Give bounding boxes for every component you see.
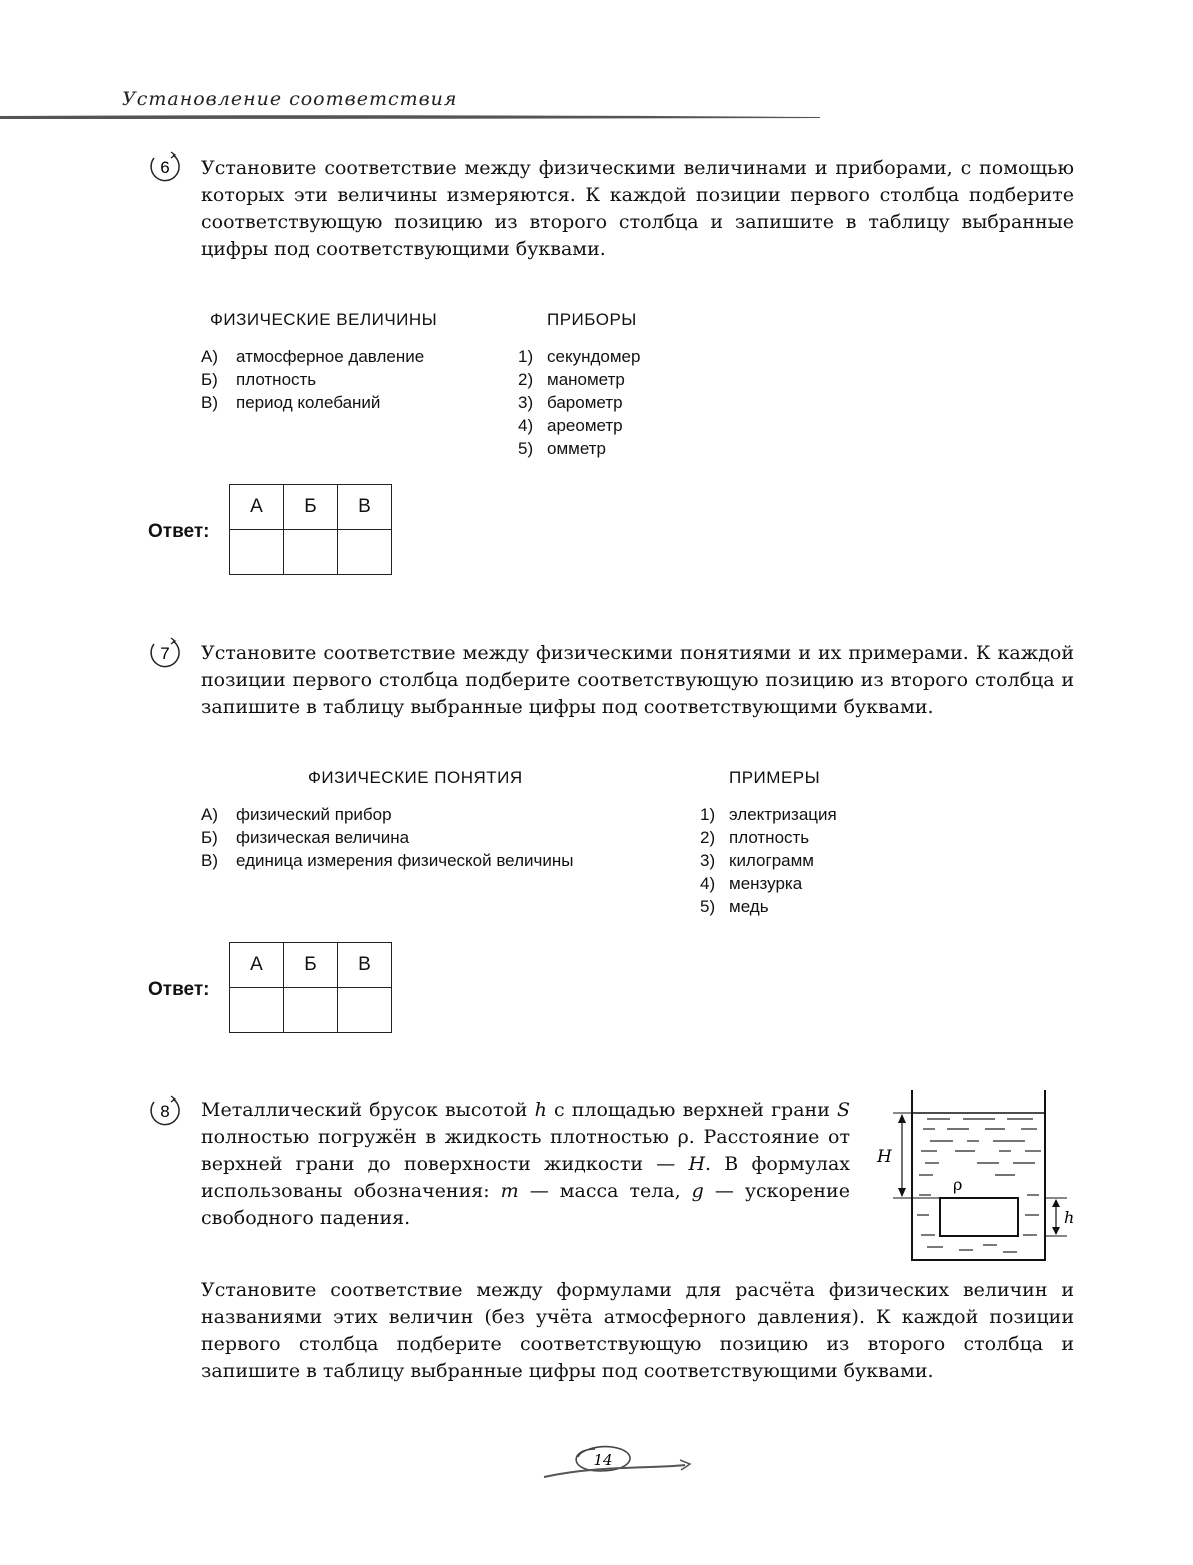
task-6-left-list [201, 345, 424, 414]
list-item: 5) медь [700, 897, 769, 916]
answer-col-header: А [230, 943, 284, 988]
answer-col-header: Б [284, 943, 338, 988]
list-item: 1) секундомер [518, 347, 641, 366]
list-item: 4) мензурка [700, 874, 803, 893]
list-item: А) атмосферное давление [201, 347, 425, 366]
page-number-badge [540, 1437, 700, 1487]
list-item: 3) барометр [518, 393, 623, 412]
list-item: В) период колебаний [201, 393, 381, 412]
list-item: Б) плотность [201, 370, 317, 389]
task-7-text: Установите соответствие между физическими понятиями и их примерами. К каждой позиции первого столбца подберите соответствующую позицию из второго столбца и запишите в таблицу выбранные цифры под соответствующими буквами. [201, 642, 1074, 718]
task-7-number-badge [148, 636, 182, 670]
vessel-figure [875, 1085, 1080, 1265]
answer-cell-v[interactable] [338, 530, 392, 575]
list-item: 1) электризация [700, 805, 837, 824]
answer-cell-v[interactable] [338, 988, 392, 1033]
label-h: h [1064, 1208, 1075, 1227]
answer-col-header: В [338, 943, 392, 988]
task-number: 7 [160, 644, 170, 663]
task-6-left-header: ФИЗИЧЕСКИЕ ВЕЛИЧИНЫ [210, 310, 438, 329]
task-7-right-header: ПРИМЕРЫ [729, 768, 821, 787]
answer-col-header: Б [284, 485, 338, 530]
task-8-intro-text: Металлический брусок высотой h с площадью верхней грани S полностью погружён в жидкость плотностью ρ. Расстояние от верхней грани до поверхности жидкости — H. В формулах использованы обозначения: m — масса тела, g — ускорение свободного падения. [201, 1099, 851, 1229]
answer-col-header: А [230, 485, 284, 530]
task-7-right-list [700, 803, 837, 918]
list-item: 4) ареометр [518, 416, 623, 435]
task-7-left-header: ФИЗИЧЕСКИЕ ПОНЯТИЯ [308, 768, 523, 787]
running-header: Установление соответствия [122, 88, 458, 110]
answer-cell-b[interactable] [284, 988, 338, 1033]
task-8-text: Установите соответствие между формулами для расчёта физических величин и названиями этих величин (без учёта атмосферного давления). К каждой позиции первого столбца подберите соответствующую позицию из второго столбца и запишите в таблицу выбранные цифры под соответствующими буквами. [201, 1279, 1074, 1382]
list-item: Б) физическая величина [201, 828, 410, 847]
task-7-answer-table [229, 942, 392, 1033]
task-7-left-list [201, 803, 573, 872]
task-6-right-list [518, 345, 640, 460]
task-6-text: Установите соответствие между физическими величинами и приборами, с помощью которых эти величины измеряются. К каждой позиции первого столбца подберите соответствующую позицию из второго столбца и запишите в таблицу выбранные цифры под соответствующими буквами. [201, 157, 1074, 260]
list-item: 3) килограмм [700, 851, 814, 870]
list-item: 2) манометр [518, 370, 625, 389]
task-number: 8 [160, 1102, 170, 1121]
header-rule [0, 113, 830, 121]
page-number: 14 [593, 1451, 613, 1469]
answer-cell-a[interactable] [230, 988, 284, 1033]
task-number: 6 [160, 158, 170, 177]
task-7-answer-label: Ответ: [148, 979, 210, 1000]
answer-col-header: В [338, 485, 392, 530]
label-H: H [877, 1147, 892, 1167]
task-8-number-badge [148, 1094, 182, 1128]
task-6-answer-table [229, 484, 392, 575]
label-rho: ρ [953, 1175, 963, 1194]
list-item: 5) омметр [518, 439, 606, 458]
task-6-right-header: ПРИБОРЫ [547, 310, 637, 329]
list-item: 2) плотность [700, 828, 810, 847]
task-6-number-badge [148, 150, 182, 184]
list-item: В) единица измерения физической величины [201, 851, 574, 870]
task-6-answer-label: Ответ: [148, 521, 210, 542]
answer-cell-b[interactable] [284, 530, 338, 575]
answer-cell-a[interactable] [230, 530, 284, 575]
list-item: А) физический прибор [201, 805, 392, 824]
